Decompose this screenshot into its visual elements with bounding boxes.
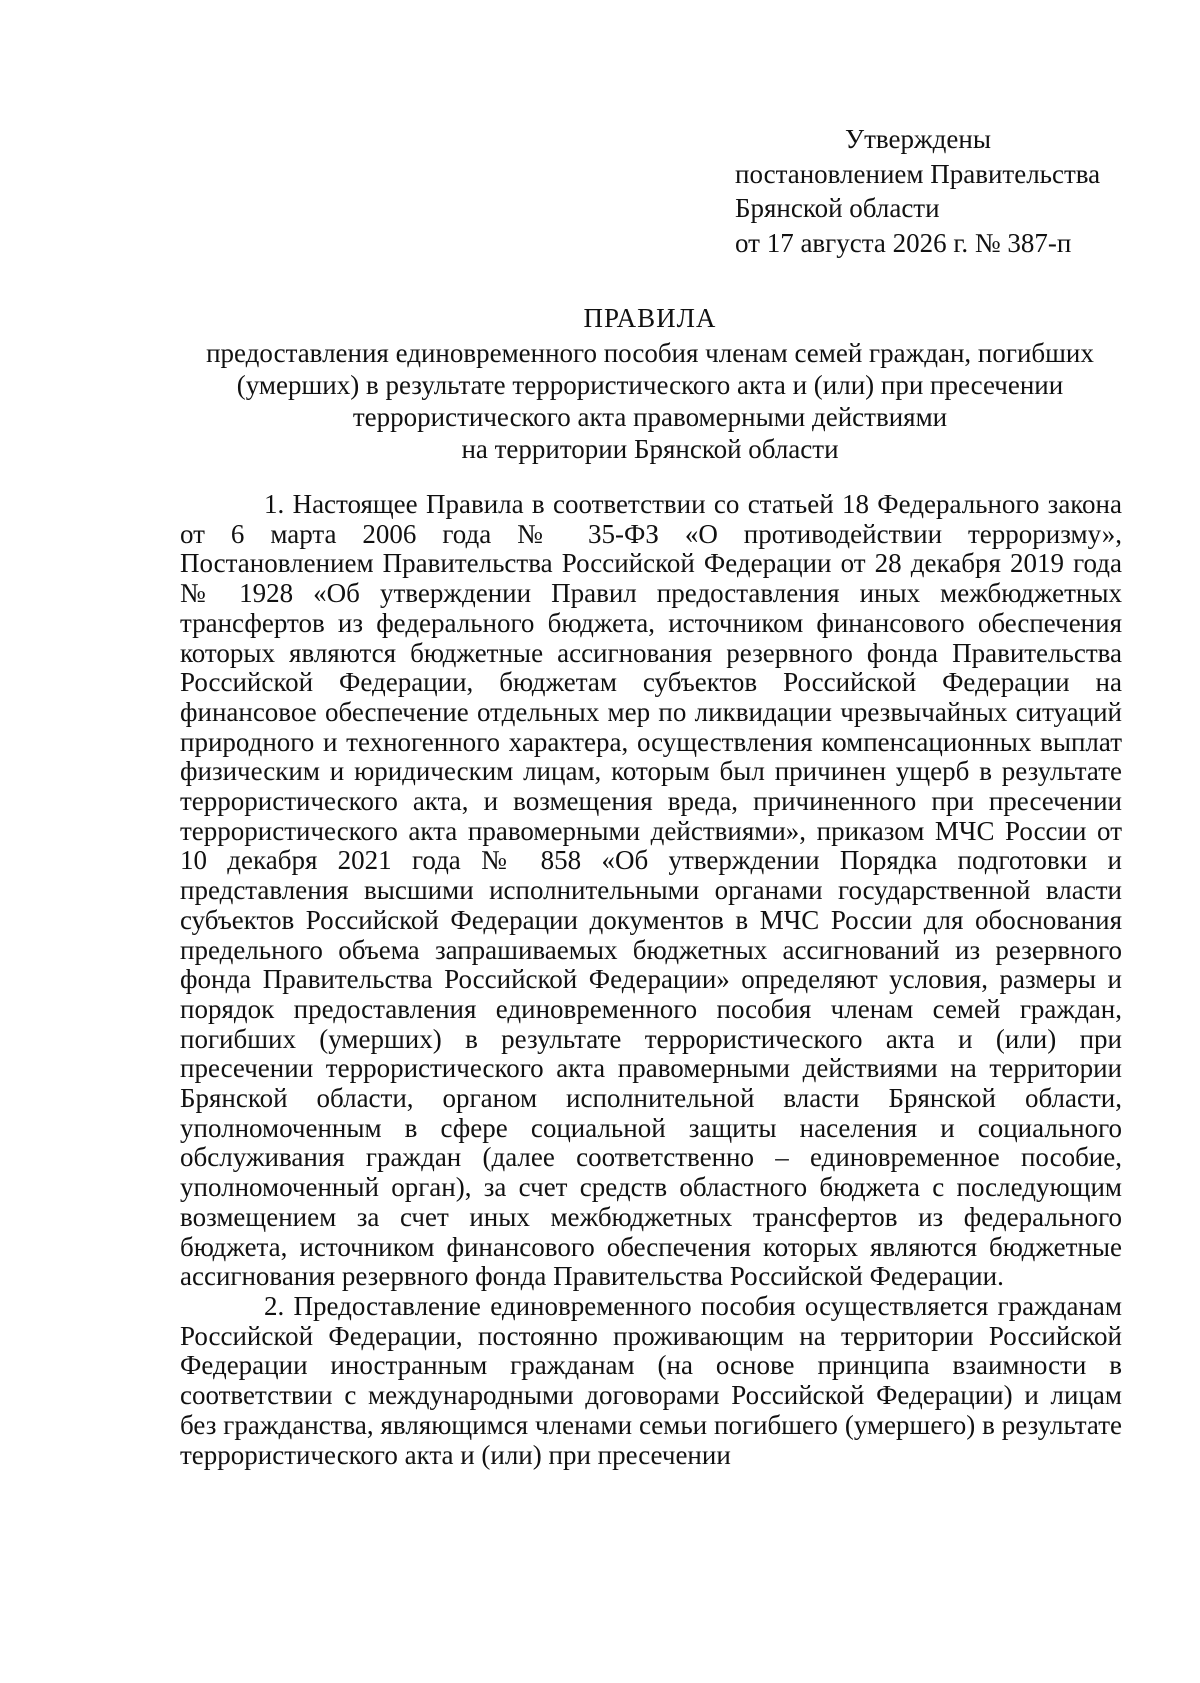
- document-body: [180, 490, 1122, 1470]
- title-line-1: предоставления единовременного пособия членам семей граждан, погибших: [206, 338, 1094, 368]
- approval-line-resolution: постановлением Правительства: [735, 158, 1101, 189]
- paragraph-2: 2. Предоставление единовременного пособия осуществляется гражданам Российской Федерации, постоянно проживающим на территории Российской Федерации иностранным гражданам (на основе принципа взаимности в соответствии с международными договорами Российской Федерации) и лицам без гражданства, являющимся членами семьи погибшего (умершего) в результате террористического акта и (или) при пресечении: [180, 1290, 1122, 1470]
- paragraph-1: 1. Настоящее Правила в соответствии со статьей 18 Федерального закона от 6 марта 2006 года № 35-ФЗ «О противодействии терроризму», Постановлением Правительства Российской Федерации от 28 декабря 2019 года № 1928 «Об утверждении Правил предоставления иных межбюджетных трансфертов из федерального бюджета, источником финансового обеспечения которых являются бюджетные ассигнования резервного фонда Правительства Российской Федерации, бюджетам субъектов Российской Федерации на финансовое обеспечение отдельных мер по ликвидации чрезвычайных ситуаций природного и техногенного характера, осуществления компенсационных выплат физическим и юридическим лицам, которым был причинен ущерб в результате террористического акта, и возмещения вреда, причиненного при пресечении террористического акта правомерными действиями», приказом МЧС России от 10 декабря 2021 года № 858 «Об утверждении Порядка подготовки и представления высшими исполнительными органами государственной власти субъектов Российской Федерации документов в МЧС России для обоснования предельного объема запрашиваемых бюджетных ассигнований из резервного фонда Правительства Российской Федерации» определяют условия, размеры и порядок предоставления единовременного пособия членам семей граждан, погибших (умерших) в результате террористического акта и (или) при пресечении террористического акта правомерными действиями на территории Брянской области, органом исполнительной власти Брянской области, уполномоченным в сфере социальной защиты населения и социального обслуживания граждан (далее соответственно – единовременное пособие, уполномоченный орган), за счет средств областного бюджета с последующим возмещением за счет иных межбюджетных трансфертов из федерального бюджета, источником финансового обеспечения которых являются бюджетные ассигнования резервного фонда Правительства Российской Федерации.: [180, 489, 1122, 1292]
- document-title: [180, 302, 1120, 465]
- approval-line-approved: Утверждены: [845, 124, 991, 154]
- approval-line-date-number: от 17 августа 2026 г. № 387-п: [735, 227, 1072, 258]
- approval-line-region: Брянской области: [735, 193, 940, 223]
- approval-stamp: [735, 122, 1100, 260]
- title-line-4: на территории Брянской области: [461, 434, 839, 464]
- title-heading: ПРАВИЛА: [583, 303, 717, 333]
- title-line-3: террористического акта правомерными действиями: [352, 402, 948, 432]
- title-line-2: (умерших) в результате террористического акта и (или) при пресечении: [236, 370, 1064, 400]
